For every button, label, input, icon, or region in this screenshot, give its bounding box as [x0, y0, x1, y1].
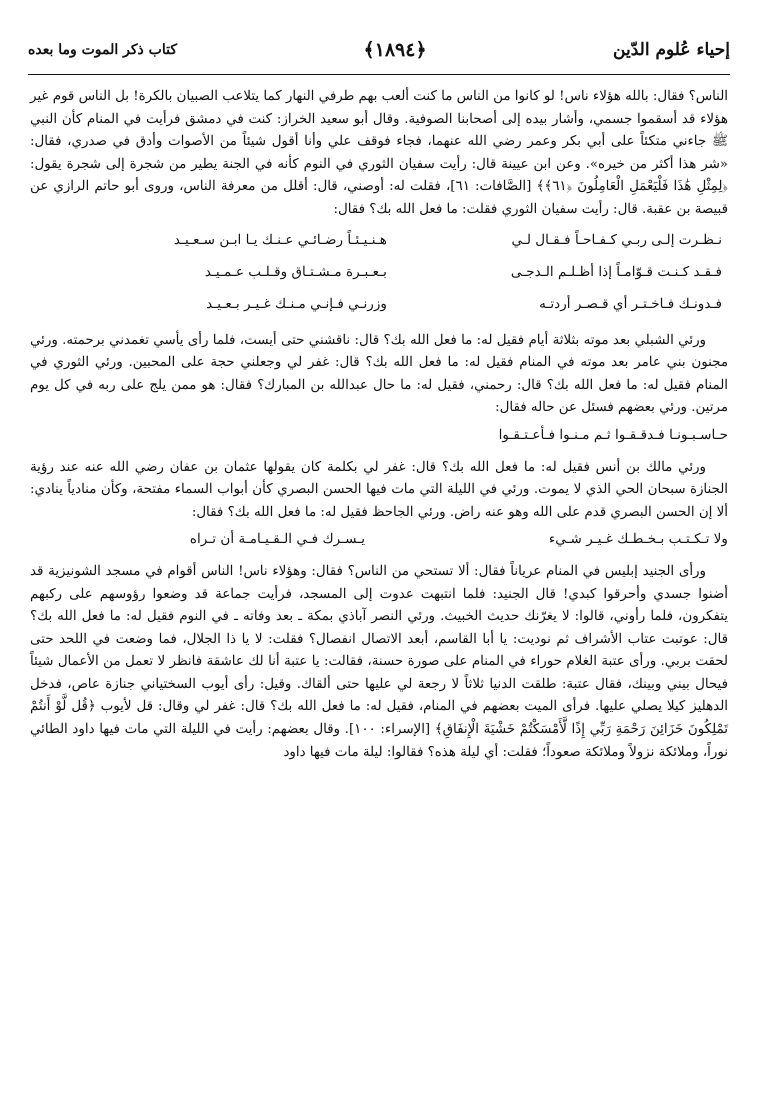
verse-first-hemistich: فـدونـك فـاخـتـر أي قـصـر أردتـه: [539, 295, 722, 312]
verse-first-hemistich: ولا تـكـتـب بـخـطـك غـيـر شـيء: [548, 531, 728, 548]
verse-first-hemistich: نـظـرت إلـى ربـي كـفـاحـاً فـقـال لـي: [511, 231, 722, 248]
verse-line: [30, 258, 728, 290]
verse-second-hemistich: وزرنـي فـإنـي مـنـك غـيـر بـعـيـد: [206, 295, 387, 312]
book-title: إحياء عُلوم الدّين: [613, 40, 730, 60]
verse-second-hemistich: هـنـيـئـاً رضـائـي عـنـك يـا ابـن سـعـيـد: [173, 231, 387, 248]
verse-second-hemistich: يـسـرك فـي الـقـيـامـة أن تـراه: [189, 531, 366, 548]
verse-jahiz: [30, 528, 728, 551]
page-header: [28, 26, 730, 75]
verse-line: [30, 226, 728, 258]
page-body: [30, 86, 728, 768]
paragraph-junayd: ورأى الجنيد إبليس في المنام عرياناً فقال: ألا تستحي من الناس؟ فقال: وهؤلاء ناس! الناس أقوام في مسجد الشونيزية قد أضنوا جسدي وأحرقوا كبدي! قال الجنيد: فلما انتبهت عدوت إلى المسجد، فرأيت جماعة قد وضعوا رؤوسهم على ركبهم يتفكرون، فلما رأوني، قالوا: لا يغرّنك حديث الخبيث. ورئي النصر آباذي بمكة ـ بعد وفاته ـ في النوم فقيل له: ما فعل الله بك؟ قال: عوتبت عتاب الأشراف ثم نوديت: يا أبا القاسم، أبعد الاتصال انفصال؟ فقلت: لا يا ذا الجلال، فما وضعت في اللحد حتى لحقت بربي. ورأى عتبة الغلام حوراء في المنام على صورة حسنة، فقالت: يا عتبة أنا لك عاشقة فانظر لا تعمل من الأعمال شيئاً فيحال بيني وبينك، فقال عتبة: طلقت الدنيا ثلاثاً لا رجعة لي عليها حتى ألقاك. وقيل: رأى أيوب السختياني جنازة عاص، فدخل الدهليز كيلا يصلي عليها. فرأى الميت بعضهم في المنام، فقيل له: ما فعل الله بك؟ قال: غفر لي وقال: قل لأيوب ﴿قُل لَّوْ أَنتُمْ تَمْلِكُونَ خَزَائِنَ رَحْمَةِ رَبِّي إِذًا لَّأَمْسَكْتُمْ خَشْيَةَ الْإِنفَاقِ﴾ [الإسراء: ١٠٠]. وقال بعضهم: رأيت في الليلة التي مات فيها داود الطائي نوراً، وملائكة نزولاً وملائكة صعوداً؛ فقلت: أي ليلة هذه؟ فقالوا: ليلة مات فيها داود: [30, 563, 728, 760]
paragraph-opening: الناس؟ فقال: بالله هؤلاء ناس! لو كانوا من الناس ما كنت ألعب بهم طرفي النهار كما يتلاعب الصبيان بالكرة! بل الناس قوم غير هؤلاء قد أسقموا جسمي، وأشار بيده إلى أصحابنا الصوفية. وقال أبو سعيد الخراز: كنت في دمشق فرأيت في المنام كأن النبي ﷺ جاءني متكئاً على أبي بكر وعمر رضي الله عنهما، فجاء فوقف علي وأنا أقول شيئاً من الأصوات وأدق في صدري، فقال: «شر هذا أكثر من خيره». وعن ابن عيينة قال: رأيت سفيان الثوري في النوم كأنه في الجنة يطير من شجرة إلى شجرة يقول: ﴿لِمِثْلِ هَٰذَا فَلْيَعْمَلِ الْعَامِلُونَ ﴿٦١﴾﴾ [الصَّافات: ٦١]، فقلت له: أوصني، قال: أقلل من معرفة الناس، وروى أبو حاتم الرازي عن قبيصة بن عقبة. قال: رأيت سفيان الثوري فقلت: ما فعل الله بك؟ فقال:: [30, 89, 728, 217]
paragraph-malik: ورئي مالك بن أنس فقيل له: ما فعل الله بك؟ قال: غفر لي بكلمة كان يقولها عثمان بن عفان رضي الله عنه عند رؤية الجنازة سبحان الحي الذي لا يموت. ورئي في الليلة التي مات فيها الحسن البصري كأن أبواب السماء مفتحة، وكأن منادياً ينادي: ألا إن الحسن البصري قدم على الله وهو عنه راض. ورئي الجاحظ فقيل له: ما فعل الله بك؟ فقال:: [30, 459, 728, 520]
paragraph-shibli: ورئي الشبلي بعد موته بثلاثة أيام فقيل له: ما فعل الله بك؟ قال: ناقشني حتى أيست، فلما رأى يأسي تغمدني برحمته. ورئي مجنون بني عامر بعد موته في المنام فقيل له: ما فعل الله بك؟ قال: غفر لي وجعلني حجة على المحبين. ورئي الثوري في المنام فقيل له: ما فعل الله بك؟ قال: رحمني، فقيل له: ما حال عبدالله بن المبارك؟ فقال: هو ممن يلج على ربه في كل يوم مرتين. ورئي بعضهم فسئل عن حاله فقال:: [30, 332, 728, 416]
verse-second-hemistich: بـعـبـرة مـشـتـاق وقـلـب عـمـيـد: [204, 263, 387, 280]
chapter-title: كتاب ذكر الموت وما بعده: [28, 42, 177, 58]
verse-first-hemistich: فـقـد كـنـت قـوّامـاً إذا أظـلـم الـدجـى: [510, 263, 722, 280]
poem-sufyan: [30, 226, 728, 322]
verse-line: [30, 290, 728, 322]
page-number: ﴿١٨٩٤﴾: [363, 39, 427, 61]
verse-hasibuna: حـاسـبـونـا فـدقـقـوا ثـم مـنـوا فـأعـتـقـوا: [498, 426, 728, 443]
